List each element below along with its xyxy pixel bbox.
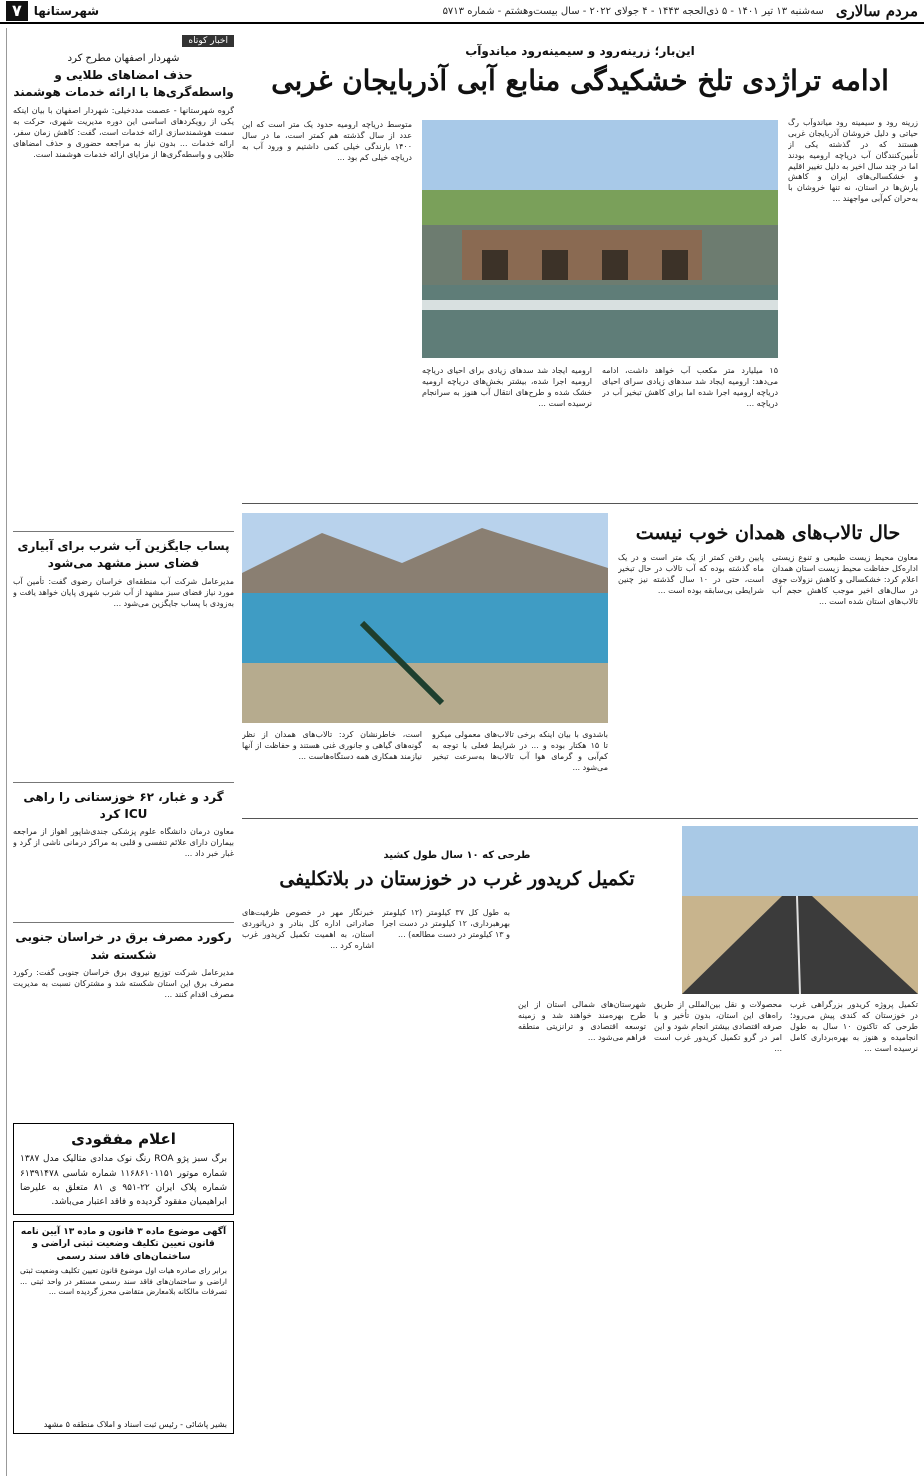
news1-body: گروه شهرستانها - عصمت مددخیلی: شهردار اصفهان با بیان اینکه یکی از رویکردهای اساسی این دوره مدیریت شهری، حرکت به سمت هوشمندسازی ارائه خدمات است، گفت: کاهش زمان سفر، ارائه خدمات ... بدون نیاز به مراجعه حضوری و حذف امضاهای طلایی و واسطه‌گری‌ها از مزایای ارائه خدمات هوشمند است. [13, 105, 234, 159]
divider [13, 782, 234, 783]
news4-body: مدیرعامل شرکت توزیع نیروی برق خراسان جنوبی گفت: رکورد مصرف برق این استان شکسته شد و مشترکان نسبت به مدیریت مصرف اقدام کنند ... [13, 968, 234, 1000]
newspaper-logo: مردم سالاری [835, 2, 918, 20]
bridge-photo [422, 120, 778, 358]
third-col-1: تکمیل پروژه کریدور بزرگراهی غرب در خوزستان که کندی پیش می‌رود؛ طرحی که تاکنون ۱۰ سال به طول انجامیده و هنوز به بهره‌برداری کامل نرسیده است ... [790, 1000, 918, 1053]
news2-title: پساب جایگزین آب شرب برای آبیاری فضای سبز مشهد می‌شود [17, 538, 230, 571]
lead-headline: ادامه تراژدی تلخ خشکیدگی منابع آبی آذربایجان غربی [271, 64, 889, 97]
lead-col-3: ۱۵ میلیارد متر مکعب آب خواهد داشت، ادامه می‌دهد: ارومیه ایجاد شد سدهای زیادی سرای احیای دریاچه ارومیه اجرا شده اما برای کاهش تبخیر آب در دریاچه ... [602, 366, 778, 408]
legal-notice-body: برابر رای صادره هیات اول موضوع قانون تعیین تکلیف وضعیت ثبتی اراضی و ساختمان‌های فاقد سند رسمی مستقر در واحد ثبتی ... تصرفات مالکانه بلامعارض متقاضی محرز گردیده است ... [20, 1266, 227, 1297]
legal-notice-title: آگهی موضوع ماده ۳ قانون و ماده ۱۳ آیین نامه قانون تعیین تکلیف وضعیت ثبتی اراضی و ساختمان‌های فاقد سند رسمی [20, 1226, 227, 1262]
lead-col-4: ارومیه ایجاد شد سدهای زیادی برای احیای دریاچه ارومیه اجرا شده، بیشتر بخش‌های دریاچه ارومیه خشک شده و طرح‌های انتقال آب هنوز به سرانجام نرسیده است ... [422, 366, 592, 408]
divider [242, 818, 918, 819]
third-col-2: محصولات و نقل بین‌المللی از طریق راه‌های این استان، بدون تأخیر و با صرفه اقتصادی بیشتر انجام شود و این امر در گرو تکمیل کریدور غرب است ... [654, 1000, 782, 1053]
second-headline: حال تالاب‌های همدان خوب نیست [635, 522, 901, 544]
news3-title: گرد و غبار، ۶۲ خوزستانی را راهی ICU کرد [23, 789, 224, 821]
highway-photo-image [682, 826, 918, 994]
lost-notice [13, 1123, 234, 1215]
second-col-1: معاون محیط زیست طبیعی و تنوع زیستی اداره‌کل حفاظت محیط زیست استان همدان اعلام کرد: خشکسالی و کاهش نزولات جوی در سال‌های اخیر موجب کاهش حجم آب تالاب‌های استان شده است ... [772, 553, 918, 606]
wetland-photo [242, 513, 608, 723]
third-col-4: به طول کل ۳۷ کیلومتر (۱۲ کیلومتر بهرهبرداری، ۱۲ کیلومتر در دست اجرا و ۱۳ کیلومتر در دست مطالعه) ... [382, 908, 510, 939]
section-badge [6, 1, 99, 21]
divider [13, 531, 234, 532]
legal-notice [13, 1221, 234, 1435]
wetland-photo-image [242, 513, 608, 723]
news3-body: معاون درمان دانشگاه علوم پزشکی جندی‌شاپور اهواز از مراجعه بیماران دارای علائم تنفسی و قلبی به مراکز درمانی ناشی از گرد و غبار خبر داد ... [13, 827, 234, 859]
lost-notice-body: برگ سبز پژو ROA رنگ نوک مدادی متالیک مدل ۱۳۸۷ شماره موتور ۱۱۶۸۶۱۰۱۱۵۱ شماره شاسی ۶۱۳۹۱۴۷۸ شماره پلاک ایران ۲۲-۹۵۱ ی ۸۱ متعلق به علیرضا ابراهیمیان مفقود گردیده و فاقد اعتبار می‌باشد. [20, 1154, 227, 1208]
second-col-4: است، خاطرنشان کرد: تالاب‌های همدان از نظر گونه‌های گیاهی و جانوری غنی هستند و حفاظت از آنها نیازمند همکاری همه دستگاه‌هاست ... [242, 730, 422, 761]
news2-body: مدیرعامل شرکت آب منطقه‌ای خراسان رضوی گفت: تأمین آب مورد نیاز فضای سبز مشهد از آب شرب شهری پایان خواهد یافت و به‌زودی با پساب جایگزین می‌شود ... [13, 576, 234, 608]
divider [242, 503, 918, 504]
third-col-5: خبرنگار مهر در خصوص ظرفیت‌های صادراتی اداره کل بنادر و دریانوردی استان، به اهمیت تکمیل کریدور غرب اشاره کرد ... [242, 908, 374, 950]
second-col-3: باشدوی با بیان اینکه برخی تالاب‌های معمولی میکرو تا ۱۵ هکتار بوده و ... در شرایط فعلی با توجه به کم‌آبی و گرمای هوا آب تالاب‌ها به‌سرعت تبخیر می‌شود ... [432, 730, 608, 772]
masthead [0, 0, 924, 24]
legal-notice-footer: بشیر پاشائی - رئیس ثبت اسناد و املاک منطقه ۵ مشهد [43, 1420, 227, 1430]
third-headline: تکمیل کریدور غرب در خوزستان در بلاتکلیفی [279, 868, 635, 890]
news1-title: حذف امضاهای طلایی و واسطه‌گری‌ها با ارائه خدمات هوشمند [13, 68, 234, 100]
third-col-3: شهرستان‌های شمالی استان از این طرح بهره‌مند خواهند شد و زمینه توسعه اقتصادی و ترانزیتی منطقه فراهم می‌شود ... [518, 1000, 646, 1042]
lead-col-1: زرینه رود و سیمینه رود میاندوآب رگ حیاتی و دلیل خروشان آذربایجان غربی هستند که در گذشته یکی از تأمین‌کنندگان آب دریاچه ارومیه بودند اما در چند سال اخیر به دلیل تغییر اقلیم و خشکسالی‌های ایران و کاهش بارش‌ها در استان، نه تنها خروشان با به‌حران کم‌آبی مواجهند ... [788, 118, 918, 204]
page-number: ۷ [6, 1, 28, 21]
dateline: سه‌شنبه ۱۳ تیر ۱۴۰۱ - ۵ ذی‌الحجه ۱۴۴۳ - ۴ جولای ۲۰۲۲ - سال بیست‌وهشتم - شماره ۵۷۱۳ [442, 5, 824, 17]
lead-kicker: این‌بار؛ زرینه‌رود و سیمینه‌رود میاندوآب [465, 44, 695, 58]
sidebar-tag: اخبار کوتاه [182, 35, 234, 47]
section-name: شهرستانها [33, 4, 100, 18]
news4-title: رکورد مصرف برق در خراسان جنوبی شکسته شد [15, 930, 232, 962]
news1-kicker: شهردار اصفهان مطرح کرد [67, 53, 180, 64]
sidebar [6, 28, 234, 1476]
main-content [242, 28, 918, 1476]
lost-notice-title: اعلام مفقودی [71, 1130, 176, 1149]
bridge-photo-image [422, 120, 778, 358]
highway-photo [682, 826, 918, 994]
third-kicker: طرحی که ۱۰ سال طول کشید [383, 850, 531, 861]
divider [13, 922, 234, 923]
second-col-2: پایین رفتن کمتر از یک متر است و در یک ماه گذشته بوده که آب تالاب در حال تبخیر است، حتی در ۱۰ سال گذشته نیز چنین شرایطی بی‌سابقه بوده است ... [618, 553, 764, 595]
lead-col-2: متوسط دریاچه ارومیه حدود یک متر است که این عدد از سال گذشته هم کمتر است، ما در سال ۱۴۰۰ بارندگی خیلی کمی داشتیم و ورود آب به دریاچه خیلی کم بود ... [242, 120, 412, 162]
